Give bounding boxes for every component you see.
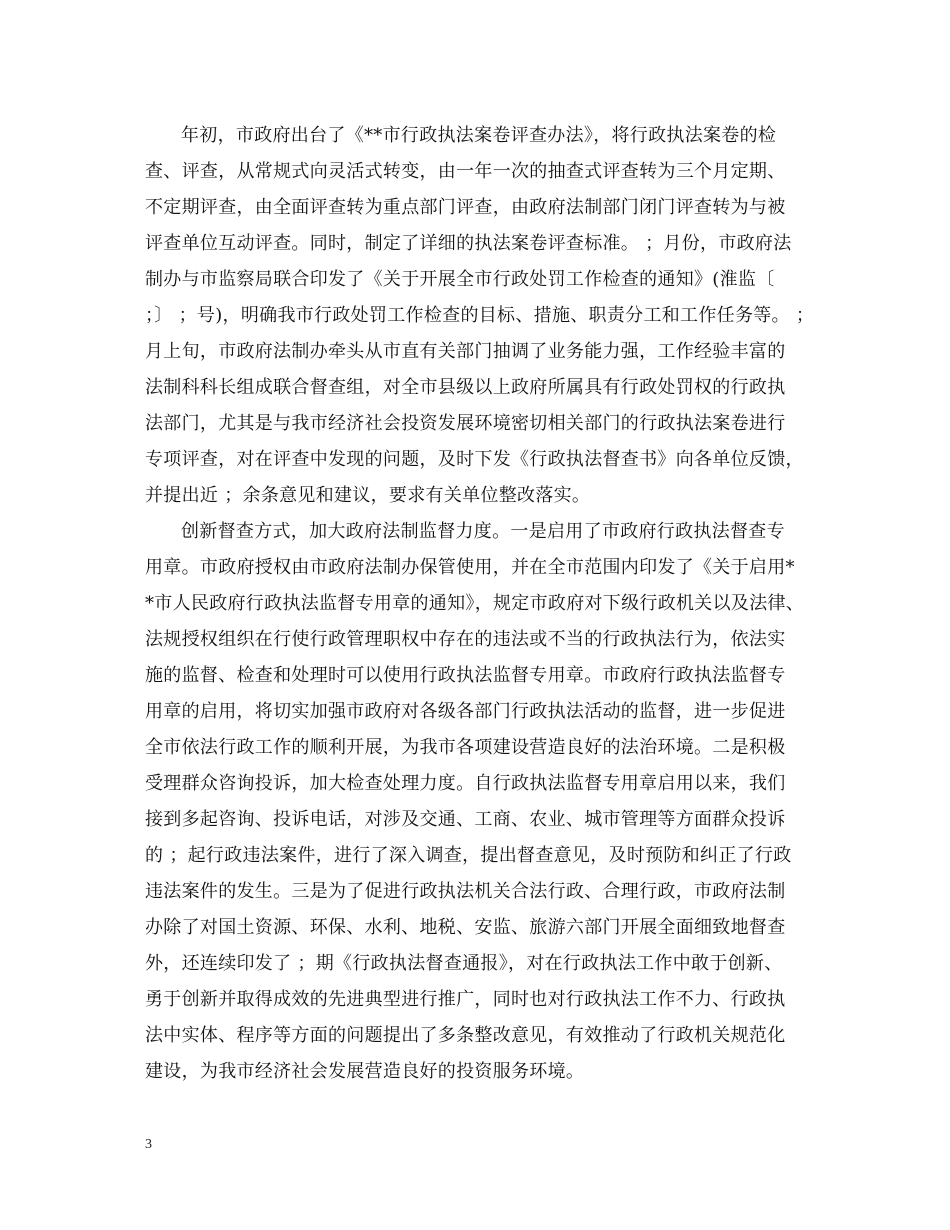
page-number: 3 [145, 1137, 152, 1152]
text-line: 专项评查，对在评查中发现的问题，及时下发《行政执法督查书》向各单位反馈， [145, 449, 804, 470]
text-line: 违法案件的发生。三是为了促进行政执法机关合法行政、合理行政，市政府法制 [145, 881, 786, 902]
text-line: ；〕 ；号)，明确我市行政处罚工作检查的目标、措施、职责分工和工作任务等。 ； [145, 305, 815, 326]
text-line: 法中实体、程序等方面的问题提出了多条整改意见，有效推动了行政机关规范化 [145, 1025, 786, 1046]
text-line: 勇于创新并取得成效的先进典型进行推广，同时也对行政执法工作不力、行政执 [145, 989, 786, 1010]
text-line: 建设，为我市经济社会发展营造良好的投资服务环境。 [145, 1061, 585, 1082]
text-line: 查、评查，从常规式向灵活式转变，由一年一次的抽查式评查转为三个月定期、 [145, 161, 786, 182]
text-line: 年初，市政府出台了《**市行政执法案卷评查办法》，将行政执法案卷的检 [181, 125, 777, 146]
text-line: 受理群众咨询投诉，加大检查处理力度。自行政执法监督专用章启用以来，我们 [145, 773, 786, 794]
text-line: *市人民政府行政执法监督专用章的通知》，规定市政府对下级行政机关以及法律、 [145, 593, 805, 614]
text-line: 创新督查方式，加大政府法制监督力度。一是启用了市政府行政执法督查专 [181, 521, 785, 542]
text-line: 法规授权组织在行使行政管理职权中存在的违法或不当的行政执法行为，依法实 [145, 629, 786, 650]
text-line: 并提出近 ；余条意见和建议，要求有关单位整改落实。 [145, 485, 591, 506]
text-line: 月上旬，市政府法制办牵头从市直有关部门抽调了业务能力强，工作经验丰富的 [145, 341, 786, 362]
paragraph-1 [145, 118, 815, 514]
paragraph-2 [145, 514, 815, 1090]
text-line: 用章。市政府授权由市政府法制办保管使用，并在全市范围内印发了《关于启用* [145, 557, 795, 578]
text-line: 施的监督、检查和处理时可以使用行政执法监督专用章。市政府行政执法监督专 [145, 665, 786, 686]
text-line: 法制科科长组成联合督查组，对全市县级以上政府所属具有行政处罚权的行政执 [145, 377, 786, 398]
text-line: 接到多起咨询、投诉电话，对涉及交通、工商、农业、城市管理等方面群众投诉 [145, 809, 786, 830]
text-line: 用章的启用，将切实加强市政府对各级各部门行政执法活动的监督，进一步促进 [145, 701, 786, 722]
text-line: 不定期评查，由全面评查转为重点部门评查，由政府法制部门闭门评查转为与被 [145, 197, 786, 218]
text-line: 法部门，尤其是与我市经济社会投资发展环境密切相关部门的行政执法案卷进行 [145, 413, 786, 434]
text-line: 评查单位互动评查。同时，制定了详细的执法案卷评查标准。 ；月份，市政府法 [145, 233, 792, 254]
text-line: 办除了对国土资源、环保、水利、地税、安监、旅游六部门开展全面细致地督查 [145, 917, 786, 938]
body-text [145, 118, 815, 1090]
text-line: 全市依法行政工作的顺利开展，为我市各项建设营造良好的法治环境。二是积极 [145, 737, 786, 758]
text-line: 外，还连续印发了 ；期《行政执法督查通报》，对在行政执法工作中敢于创新、 [145, 953, 783, 974]
text-line: 制办与市监察局联合印发了《关于开展全市行政处罚工作检查的通知》(淮监〔 [145, 269, 775, 290]
text-line: 的 ；起行政违法案件，进行了深入调查，提出督查意见，及时预防和纠正了行政 [145, 845, 792, 866]
